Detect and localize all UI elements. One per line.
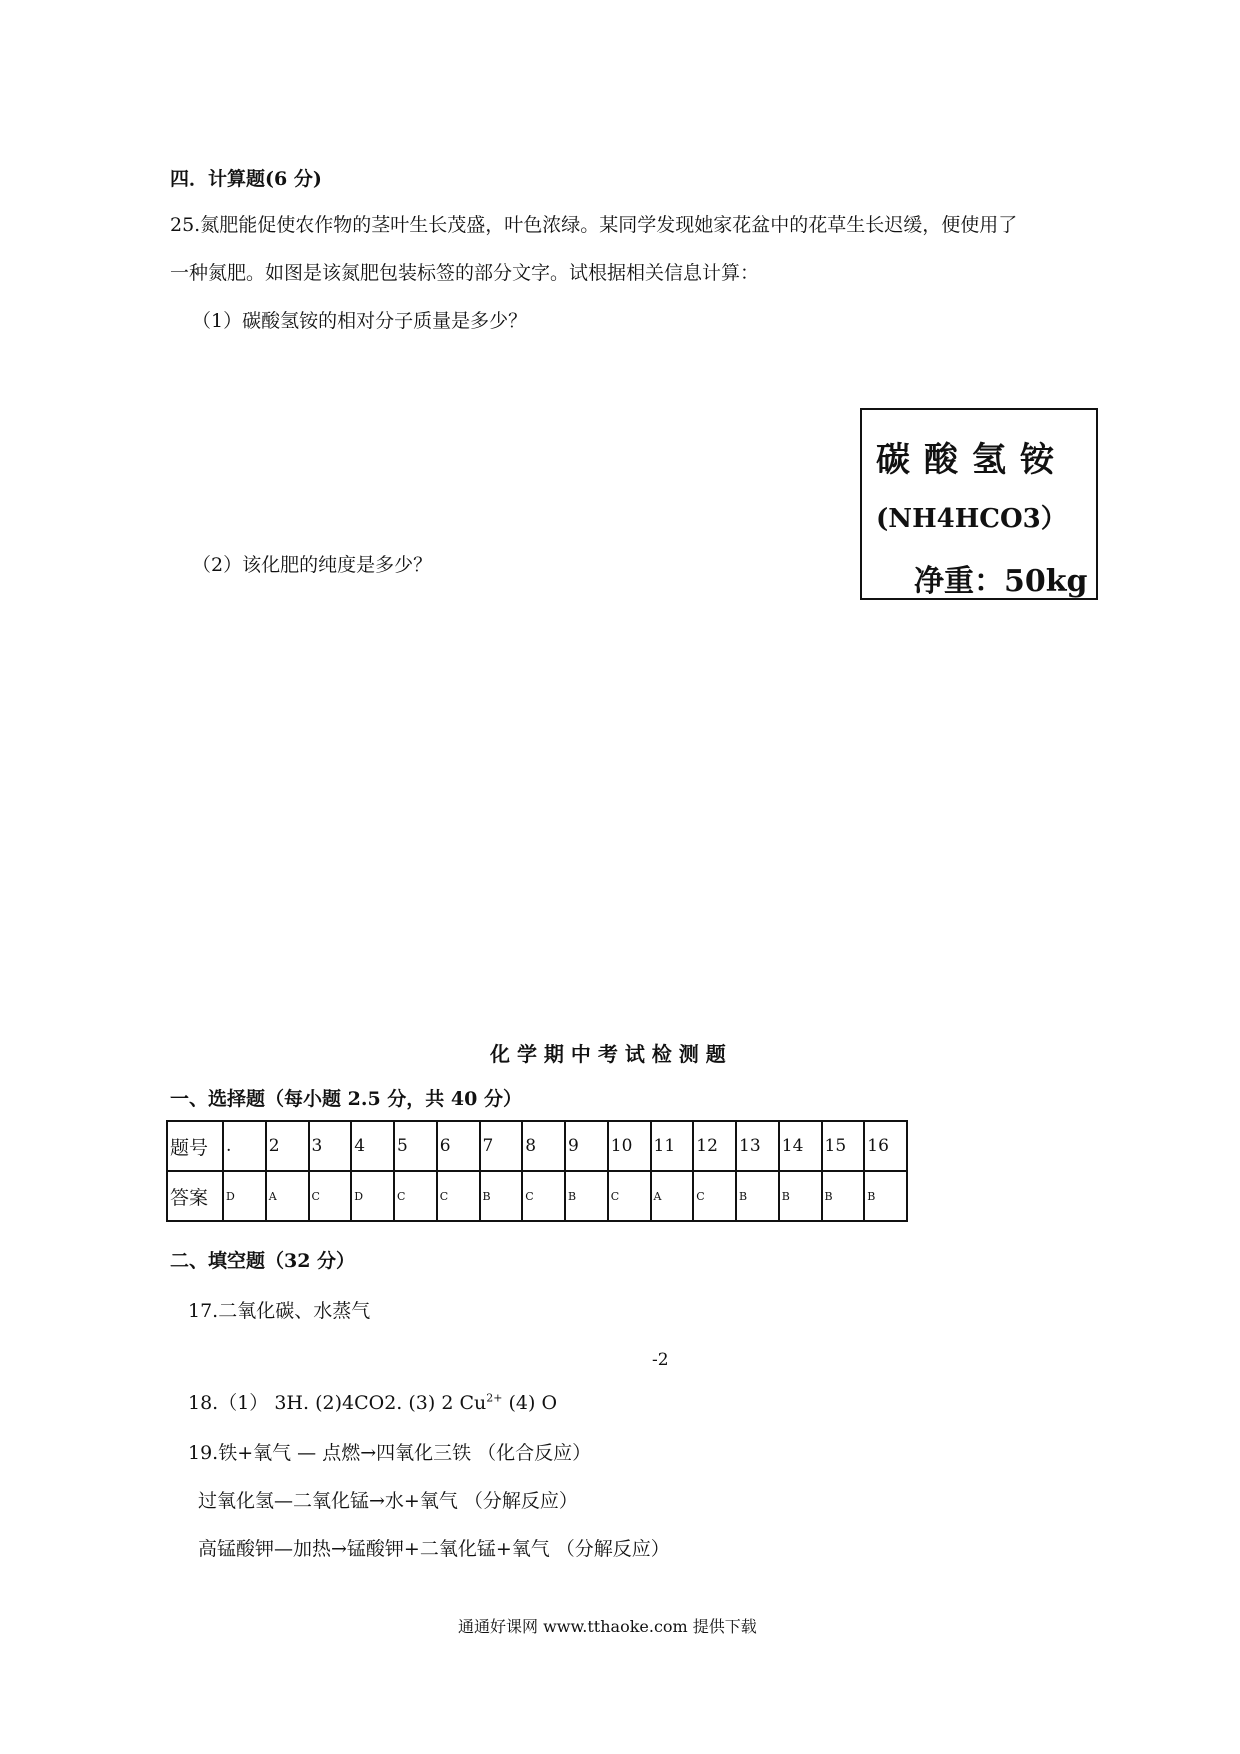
table-cell: C bbox=[437, 1171, 480, 1221]
q25-text-line2: 一种氮肥。如图是该氮肥包装标签的部分文字。试根据相关信息计算： bbox=[170, 262, 760, 284]
table-cell: 6 bbox=[437, 1121, 480, 1171]
table-cell: D bbox=[223, 1171, 266, 1221]
q18-text: 18.（1） 3H. (2)4CO2. (3) 2 Cu bbox=[188, 1392, 487, 1414]
table-cell: D bbox=[351, 1171, 394, 1221]
table-cell: 15 bbox=[822, 1121, 865, 1171]
footer-text: 通通好课网 www.tthaoke.com 提供下载 bbox=[458, 1617, 757, 1636]
table-cell: B bbox=[565, 1171, 608, 1221]
label-net-weight: 净重：50kg bbox=[914, 564, 1088, 599]
q18-superscript: 2+ bbox=[486, 1391, 503, 1405]
q19-line3: 高锰酸钾—加热→锰酸钾+二氧化锰+氧气 （分解反应） bbox=[198, 1538, 670, 1560]
table-cell: C bbox=[309, 1171, 352, 1221]
table-cell: B bbox=[736, 1171, 779, 1221]
table-cell: 4 bbox=[351, 1121, 394, 1171]
section1-title: 一、选择题（每小题 2.5 分，共 40 分） bbox=[170, 1088, 522, 1110]
table-cell: 13 bbox=[736, 1121, 779, 1171]
section2-title: 二、填空题（32 分） bbox=[170, 1250, 356, 1272]
q25-sub1: （1）碳酸氢铵的相对分子质量是多少？ bbox=[192, 310, 528, 332]
row-header-answer: 答案 bbox=[167, 1171, 223, 1221]
table-cell: C bbox=[394, 1171, 437, 1221]
table-cell: B bbox=[822, 1171, 865, 1221]
table-cell: 3 bbox=[309, 1121, 352, 1171]
table-cell: B bbox=[864, 1171, 907, 1221]
q18-text-end: (4) O bbox=[502, 1392, 558, 1414]
table-cell: 5 bbox=[394, 1121, 437, 1171]
q17-answer: 17.二氧化碳、水蒸气 bbox=[188, 1300, 371, 1322]
label-name: 碳酸氢铵 bbox=[876, 440, 1068, 480]
q25-sub2: （2）该化肥的纯度是多少？ bbox=[192, 554, 433, 576]
table-cell: 12 bbox=[693, 1121, 736, 1171]
fertilizer-label bbox=[860, 408, 1098, 600]
table-cell: C bbox=[522, 1171, 565, 1221]
table-cell: B bbox=[480, 1171, 523, 1221]
q18-valence-mark: -2 bbox=[652, 1350, 669, 1370]
table-cell: A bbox=[266, 1171, 309, 1221]
label-formula: (NH4HCO3） bbox=[876, 504, 1067, 534]
section4-title: 四．计算题(6 分) bbox=[170, 168, 322, 190]
table-cell: B bbox=[779, 1171, 822, 1221]
table-cell: 7 bbox=[480, 1121, 523, 1171]
table-cell: C bbox=[608, 1171, 651, 1221]
table-row bbox=[167, 1121, 907, 1171]
q19-line2: 过氧化氢—二氧化锰→水+氧气 （分解反应） bbox=[198, 1490, 578, 1512]
table-row bbox=[167, 1171, 907, 1221]
table-cell: A bbox=[651, 1171, 694, 1221]
q18-answer bbox=[188, 1388, 557, 1415]
row-header-number: 题号 bbox=[167, 1121, 223, 1171]
table-cell: 16 bbox=[864, 1121, 907, 1171]
table-cell: 11 bbox=[651, 1121, 694, 1171]
answer-key-title: 化 学 期 中 考 试 检 测 题 bbox=[490, 1042, 726, 1066]
q19-line1: 19.铁+氧气 — 点燃→四氧化三铁 （化合反应） bbox=[188, 1442, 592, 1464]
table-cell: 8 bbox=[522, 1121, 565, 1171]
table-cell: 9 bbox=[565, 1121, 608, 1171]
table-cell: 14 bbox=[779, 1121, 822, 1171]
table-cell: C bbox=[693, 1171, 736, 1221]
table-cell: 10 bbox=[608, 1121, 651, 1171]
table-cell: . bbox=[223, 1121, 266, 1171]
q25-text-line1: 25.氮肥能促使农作物的茎叶生长茂盛，叶色浓绿。某同学发现她家花盆中的花草生长迟缓，便使用了 bbox=[170, 214, 1018, 236]
table-cell: 2 bbox=[266, 1121, 309, 1171]
answer-table bbox=[166, 1120, 908, 1222]
